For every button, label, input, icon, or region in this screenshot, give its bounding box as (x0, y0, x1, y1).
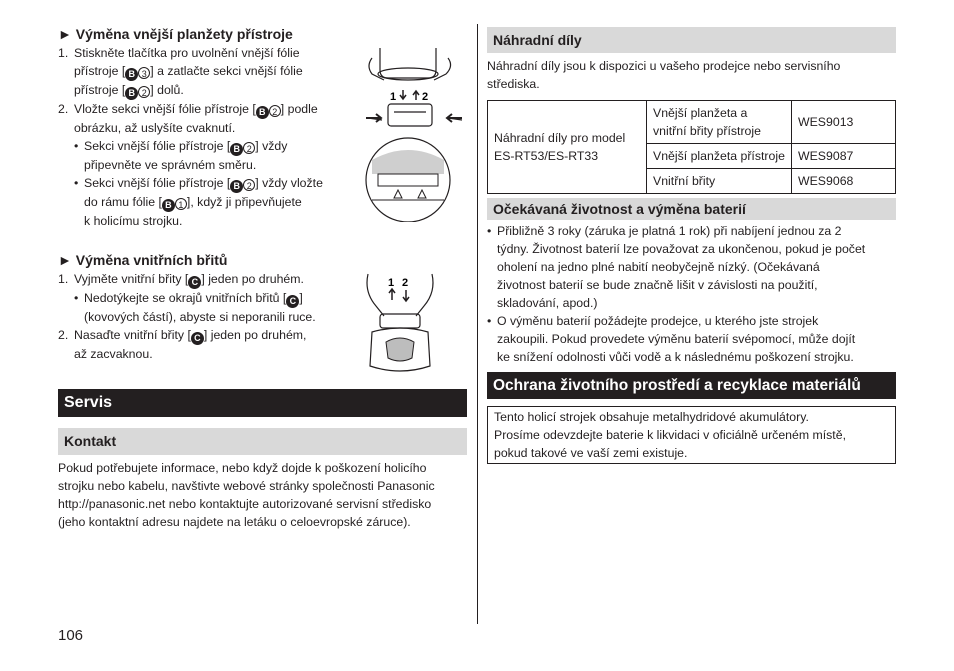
spare-parts-table (487, 100, 896, 194)
column-divider (477, 24, 478, 624)
number-3-icon: 3 (138, 67, 150, 79)
part-b-icon: B (162, 199, 175, 212)
section-title-inner-blades: ► Výměna vnitřních břitů (58, 252, 228, 268)
step-text: Vyjměte vnitřní břity [ C ] jeden po druhém. (74, 272, 304, 287)
number-1-icon: 1 (175, 198, 187, 210)
step-number: 1. (58, 272, 69, 286)
outer-foil-illustration (358, 40, 468, 222)
figure-label: 2 (402, 277, 409, 289)
part-cell: Vnější planžeta přístroje (647, 144, 792, 169)
figure-label: 2 (422, 91, 429, 103)
battery-heading: Očekávaná životnost a výměna baterií (487, 198, 896, 220)
environment-box: Tento holicí strojek obsahuje metalhydridové akumulátory. Prosíme odevzdejte baterie k likvidaci v oficiálně určeném místě, pokud takové ve vaší zemi existuje. (487, 406, 896, 464)
part-cell: Vnitřní břity (647, 169, 792, 194)
part-cell: Vnější planžeta a vnitřní břity přístroje (647, 101, 792, 144)
part-c-icon: C (191, 332, 204, 345)
kontakt-text: Pokud potřebujete informace, nebo když dojde k poškození holicího strojku nebo kabelu, navštivte webové stránky společnosti Panasonic http://panasonic.net nebo kontaktujte autorizované servisní středisko (jeho kontaktní adresu najdete na letáku o celoevropské záruce). (58, 461, 435, 529)
model-cell: Náhradní díly pro model ES-RT53/ES-RT33 (488, 101, 647, 194)
inner-blades-illustration (360, 270, 440, 380)
list-item: • Sekci vnější fólie přístroje [ B 2 ] vždy vložte do rámu fólie [ B 1 ], když ji připevňujete k holicímu strojku. (74, 174, 358, 230)
spare-parts-heading: Náhradní díly (487, 27, 896, 53)
part-b-icon: B (256, 106, 269, 119)
step-text: Vložte sekci vnější fólie přístroje [ B 2 ] podle obrázku, až uslyšíte cvaknutí. (74, 102, 318, 135)
section-title-outer-foil: ► Výměna vnější planžety přístroje (58, 26, 293, 42)
battery-list (487, 222, 899, 366)
step-number: 2. (58, 328, 69, 342)
part-b-icon: B (230, 143, 243, 156)
servis-heading: Servis (58, 389, 467, 417)
step-number: 1. (58, 46, 69, 60)
step-text: Stiskněte tlačítka pro uvolnění vnější fólie přístroje [ B 3 ] a zatlačte sekci vnější fólie přístroje [ B 2 ] dolů. (74, 46, 303, 98)
list-item: • O výměnu baterií požádejte prodejce, u kterého jste strojek zakoupili. Pokud provedete výměnu baterií svépomocí, může dojít ke snížení odolnosti vůči vodě a k následnému poškození strojku. (487, 312, 899, 366)
code-cell: WES9013 (792, 101, 896, 144)
outer-foil-steps (58, 44, 358, 230)
code-cell: WES9068 (792, 169, 896, 194)
part-b-icon: B (230, 180, 243, 193)
part-c-icon: C (286, 295, 299, 308)
inner-blade-notes (74, 289, 363, 326)
number-2-icon: 2 (269, 105, 281, 117)
kontakt-heading: Kontakt (58, 428, 467, 455)
list-item: • Nedotýkejte se okrajů vnitřních břitů [ C ] (kovových částí), abyste si neporanili ruce. (74, 289, 363, 326)
number-2-icon: 2 (243, 142, 255, 154)
environment-heading: Ochrana životního prostředí a recyklace materiálů (487, 372, 896, 399)
number-2-icon: 2 (243, 179, 255, 191)
figure-label: 1 (390, 91, 397, 103)
spare-parts-text: Náhradní díly jsou k dispozici u vašeho prodejce nebo servisního střediska. (487, 59, 841, 91)
figure-label: 1 (388, 277, 395, 289)
table-row (488, 101, 896, 144)
list-item: • Sekci vnější fólie přístroje [ B 2 ] vždy připevněte ve správném směru. (74, 137, 358, 174)
part-c-icon: C (188, 276, 201, 289)
part-b-icon: B (125, 87, 138, 100)
page-number: 106 (58, 627, 84, 644)
part-b-icon: B (125, 68, 138, 81)
outer-foil-notes (74, 137, 358, 230)
step-number: 2. (58, 102, 69, 116)
list-item: • Přibližně 3 roky (záruka je platná 1 rok) při nabíjení jednou za 2 týdny. Životnost baterií lze považovat za ukončenou, pokud je počet oholení na jedno plné nabití neobyčejně nízký. (Očekávaná životnost baterií se bude značně lišit v závislosti na použití, skladování, apod.) (487, 222, 899, 312)
code-cell: WES9087 (792, 144, 896, 169)
step-text: Nasaďte vnitřní břity [ C ] jeden po druhém, až zacvaknou. (74, 328, 307, 361)
inner-blade-steps (58, 270, 363, 363)
number-2-icon: 2 (138, 86, 150, 98)
